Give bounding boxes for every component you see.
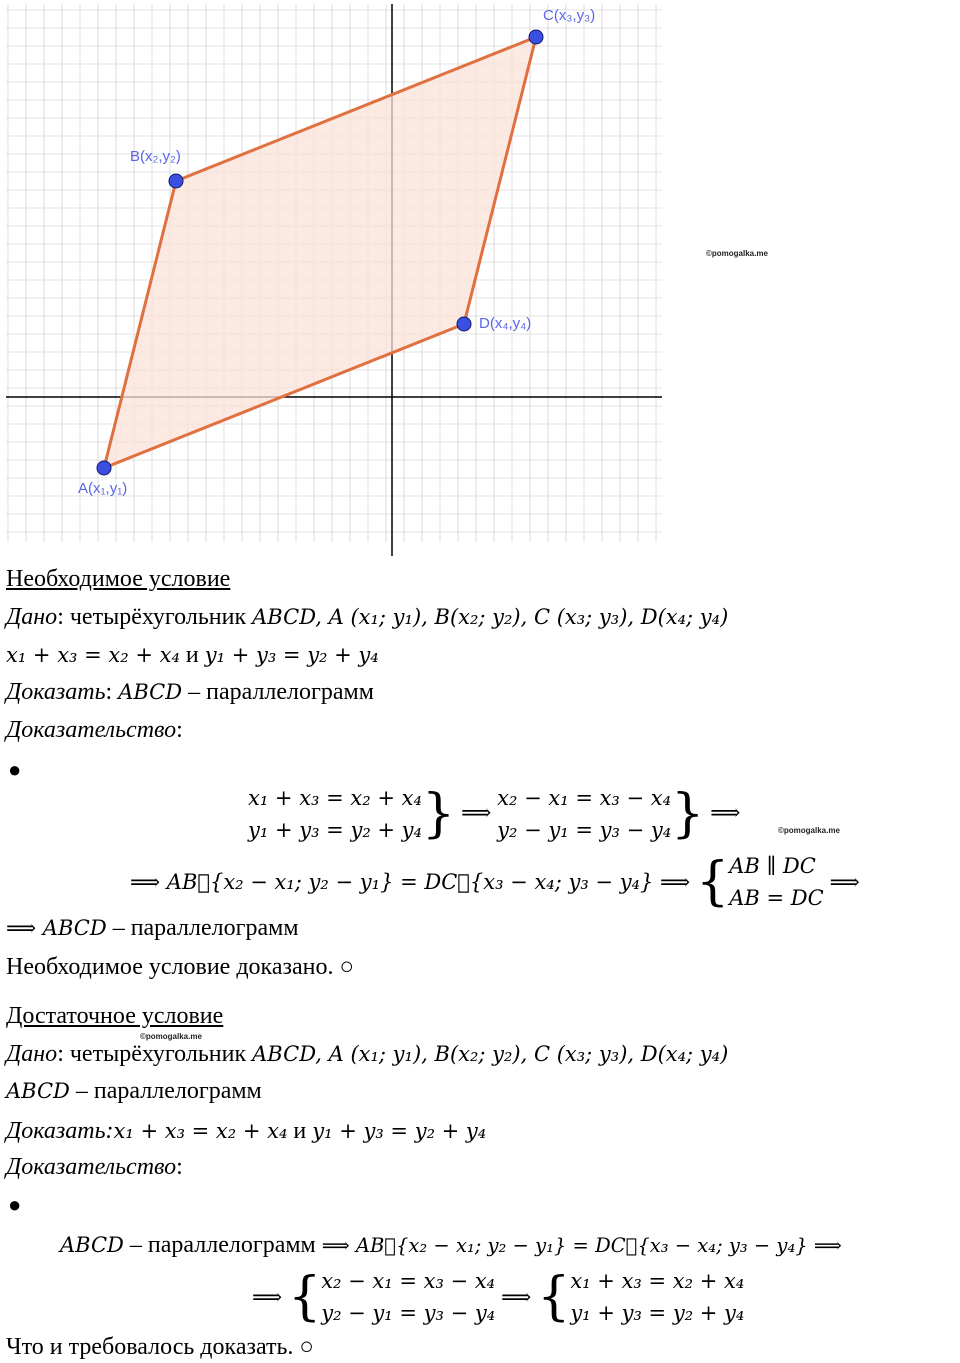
necessary-conclusion xyxy=(6,913,299,943)
concl-text: – параллелограмм xyxy=(106,915,299,941)
label-A: A(x₁,y₁) xyxy=(78,480,128,497)
given-math: ABCD, A (x₁; y₁), B(x₂; y₂), C (x₃; y₃), D(x₄; y₄) xyxy=(252,605,729,629)
line1-text: – параллелограмм xyxy=(123,1232,322,1258)
sufficient-vector-line xyxy=(60,1230,842,1261)
watermark-3: ©pomogalka.me xyxy=(140,1032,202,1041)
prove-math-y: y₁ + y₃ = y₂ + y₄ xyxy=(312,1119,487,1143)
implies-1: ⟹ xyxy=(461,800,492,825)
para-text: – параллелограмм xyxy=(69,1078,262,1104)
proof-word: Доказательство xyxy=(6,717,177,743)
parallelogram-shape xyxy=(104,37,536,468)
sufficient-bullet: ● xyxy=(8,1192,22,1217)
implies-2: ⟹ xyxy=(710,800,741,825)
label-B: B(x₂,y₂) xyxy=(130,148,181,165)
system-diffs: x₂ − x₁ = x₃ − x₄ y₂ − y₁ = y₃ − y₄ xyxy=(497,786,672,842)
necessary-proof-heading: Доказательство: xyxy=(6,717,183,743)
prove-and: и xyxy=(287,1118,313,1144)
prove-math: ABCD xyxy=(118,680,183,704)
necessary-vector-line: ⟹ AB⃗{x₂ − x₁; y₂ − y₁} = DC⃗{x₃ − x₄; y₃ − y₄} ⟹ { AB ∥ DC AB = DC ⟹ xyxy=(130,852,860,912)
given-word: Дано xyxy=(6,604,58,630)
point-B xyxy=(169,174,183,188)
point-A xyxy=(97,461,111,475)
necessary-bullet: ● xyxy=(8,757,22,782)
point-C xyxy=(529,30,543,44)
implies-3: ⟹ xyxy=(829,870,860,894)
sufficient-proof-heading: Доказательство: xyxy=(6,1154,183,1180)
vector-equality: ⟹ AB⃗{x₂ − x₁; y₂ − y₁} = DC⃗{x₃ − x₄; y₃ − y₄} ⟹ xyxy=(130,870,691,894)
prove-text: – параллелограмм xyxy=(182,679,374,705)
system-diffs: x₂ − x₁ = x₃ − x₄ y₂ − y₁ = y₃ − y₄ xyxy=(321,1269,496,1325)
given-text: : четырёхугольник xyxy=(57,1041,253,1067)
sufficient-done: Что и требовалось доказать. ○ xyxy=(6,1334,314,1360)
prove-word: Доказать: xyxy=(6,1118,114,1144)
given-math: ABCD, A (x₁; y₁), B(x₂; y₂), C (x₃; y₃), D(x₄; y₄) xyxy=(252,1042,729,1066)
watermark-1: ©pomogalka.me xyxy=(706,249,768,258)
necessary-done: Необходимое условие доказано. ○ xyxy=(6,954,354,980)
sufficient-heading: Достаточное условие xyxy=(6,1003,224,1029)
system-sums: x₁ + x₃ = x₂ + x₄ y₁ + y₃ = y₂ + y₄ xyxy=(248,786,422,842)
label-D: D(x₄,y₄) xyxy=(479,315,532,332)
given-word: Дано xyxy=(6,1041,58,1067)
necessary-system-line: x₁ + x₃ = x₂ + x₄ y₁ + y₃ = y₂ + y₄ } ⟹ x₂ − x₁ = x₃ − x₄ y₂ − y₁ = y₃ − y₄ } ⟹ xyxy=(248,784,741,844)
cond-math-y: y₁ + y₃ = y₂ + y₄ xyxy=(204,643,379,667)
sufficient-prove xyxy=(6,1116,486,1146)
para-math: ABCD xyxy=(6,1079,70,1103)
cond-and: и xyxy=(179,642,205,668)
label-C: C(x₃,y₃) xyxy=(543,7,596,24)
prove-math-x: x₁ + x₃ = x₂ + x₄ xyxy=(113,1119,288,1143)
necessary-given xyxy=(6,602,728,632)
cond-math-x: x₁ + x₃ = x₂ + x₄ xyxy=(6,643,180,667)
sufficient-system-line: ⟹ { x₂ − x₁ = x₃ − x₄ y₂ − y₁ = y₃ − y₄ ⟹ { x₁ + x₃ = x₂ + x₄ y₁ + y₃ = y₂ + y₄ xyxy=(252,1267,745,1327)
line1-math2: ⟹ AB⃗{x₂ − x₁; y₂ − y₁} = DC⃗{x₃ − x₄; y₃ − y₄} ⟹ xyxy=(321,1234,842,1257)
system-parallel: AB ∥ DC AB = DC xyxy=(729,854,824,910)
prove-word: Доказать xyxy=(6,679,106,705)
sufficient-parallelogram xyxy=(6,1076,262,1106)
system-sums: x₁ + x₃ = x₂ + x₄ y₁ + y₃ = y₂ + y₄ xyxy=(570,1269,745,1325)
watermark-2: ©pomogalka.me xyxy=(778,826,840,835)
proof-word: Доказательство xyxy=(6,1154,177,1180)
given-text: : четырёхугольник xyxy=(57,604,253,630)
sufficient-given xyxy=(6,1039,728,1069)
necessary-prove: Доказать: ABCD – параллелограмм xyxy=(6,679,374,705)
line1-math1: ABCD xyxy=(60,1233,124,1257)
necessary-heading: Необходимое условие xyxy=(6,566,231,592)
necessary-condition xyxy=(6,640,379,670)
parallelogram-figure xyxy=(0,0,680,560)
implies-5: ⟹ xyxy=(501,1285,532,1309)
implies-4: ⟹ xyxy=(252,1285,283,1309)
concl-math: ⟹ ABCD xyxy=(6,916,107,940)
point-D xyxy=(457,317,471,331)
